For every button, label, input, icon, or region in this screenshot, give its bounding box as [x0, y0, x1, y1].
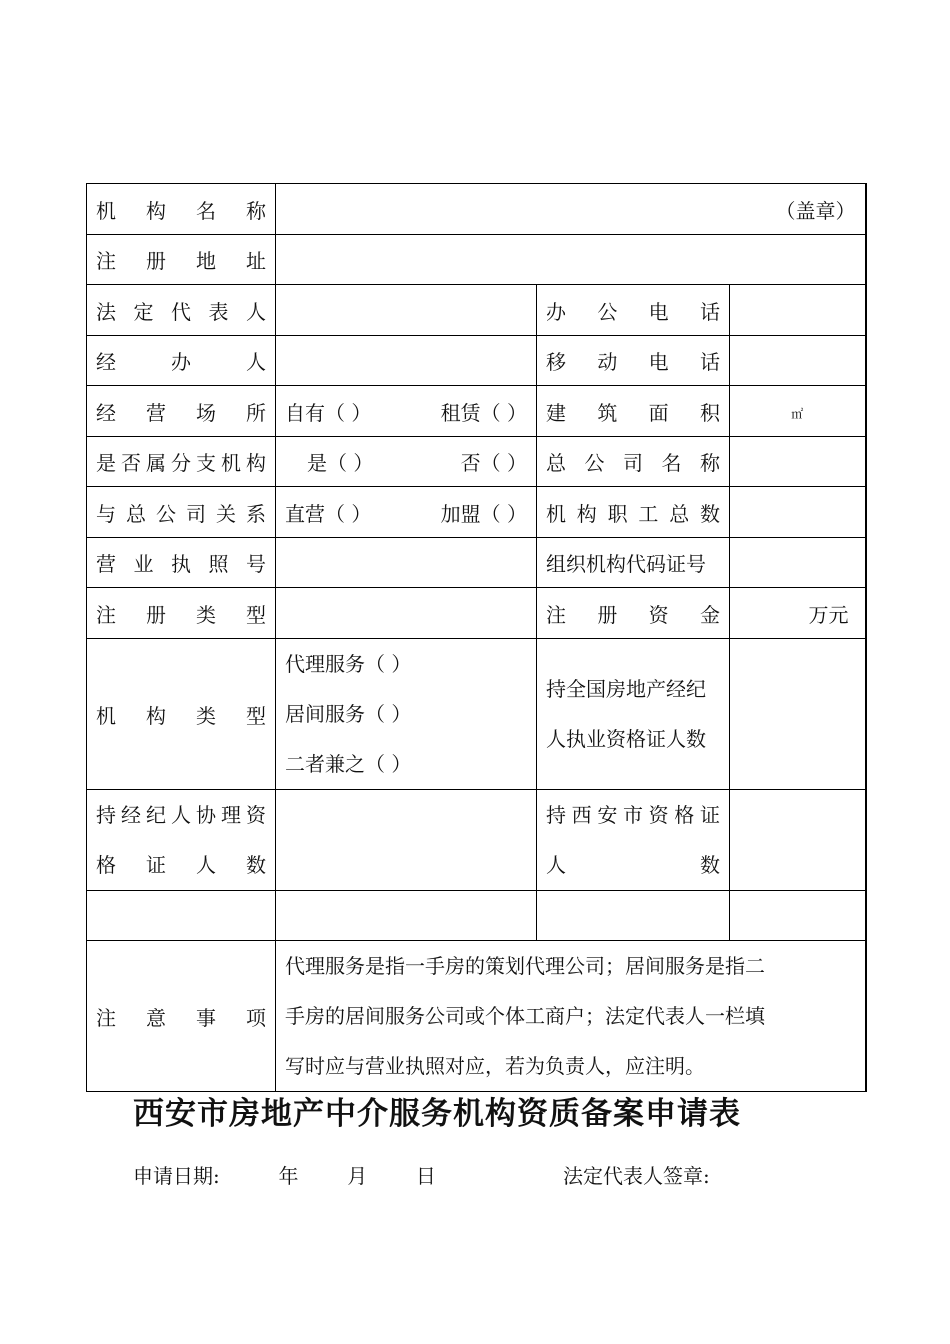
legal-rep-label: 法 定 代 表 人 [87, 285, 276, 336]
blank-cell-2[interactable] [276, 891, 537, 941]
xian-cert-field[interactable] [730, 790, 866, 891]
premises-options[interactable] [276, 386, 537, 437]
relation-direct-option[interactable]: 直营（ ） [285, 501, 372, 526]
row-blank [87, 891, 866, 941]
national-cert-field[interactable] [730, 639, 866, 790]
branch-options[interactable] [276, 437, 537, 487]
notes-label: 注 意 事 项 [87, 941, 276, 1092]
row-reg-type [87, 588, 866, 639]
org-type-label: 机 构 类 型 [87, 639, 276, 790]
relation-franchise-option[interactable]: 加盟（ ） [440, 501, 527, 526]
premises-rent-option[interactable]: 租赁（ ） [440, 400, 527, 425]
row-org-name [87, 184, 866, 235]
org-type-options[interactable] [276, 639, 537, 790]
national-cert-label: 持全国房地产经纪 人执业资格证人数 [537, 639, 730, 790]
row-hq-relation [87, 487, 866, 538]
mobile-label: 移 动 电 话 [537, 336, 730, 386]
mobile-field[interactable] [730, 336, 866, 386]
notes-line-1: 代理服务是指一手房的策划代理公司；居间服务是指二 [285, 954, 765, 978]
branch-yes-option[interactable]: 是（ ） [307, 451, 374, 475]
apply-date-label: 申请日期: [133, 1164, 220, 1188]
reg-capital-label: 注 册 资 金 [537, 588, 730, 639]
row-branch [87, 437, 866, 487]
blank-cell-4[interactable] [730, 891, 866, 941]
org-code-label: 组织机构代码证号 [537, 538, 730, 588]
legal-rep-field[interactable] [276, 285, 537, 336]
row-premises [87, 386, 866, 437]
premises-own-option[interactable]: 自有（ ） [285, 400, 372, 425]
hq-name-field[interactable] [730, 437, 866, 487]
row-cert-counts [87, 790, 866, 891]
relation-options[interactable] [276, 487, 537, 538]
reg-type-label: 注 册 类 型 [87, 588, 276, 639]
application-form [86, 183, 865, 1092]
reg-capital-field[interactable] [730, 588, 866, 639]
staff-count-label: 机 构 职 工 总 数 [537, 487, 730, 538]
row-org-type [87, 639, 866, 790]
hq-relation-label: 与 总 公 司 关 系 [87, 487, 276, 538]
org-name-label: 机 构 名 称 [87, 184, 276, 235]
assistant-cert-label: 持 经 纪 人 协 理 资 格 证 人 数 [87, 790, 276, 891]
branch-no-option[interactable]: 否（ ） [460, 451, 527, 475]
signature-label: 法定代表人签章: [563, 1164, 710, 1188]
form-table [86, 183, 867, 1092]
org-type-brokerage-option[interactable]: 居间服务（ ） [285, 702, 412, 726]
page-title: 西安市房地产中介服务机构资质备案申请表 [133, 1096, 741, 1132]
row-reg-address [87, 235, 866, 285]
row-notes [87, 941, 866, 1092]
blank-cell-1[interactable] [87, 891, 276, 941]
org-type-agency-option[interactable]: 代理服务（ ） [285, 652, 412, 676]
branch-label: 是 否 属 分 支 机 构 [87, 437, 276, 487]
notes-text [276, 941, 866, 1092]
seal-note: （盖章） [775, 198, 856, 223]
license-no-label: 营 业 执 照 号 [87, 538, 276, 588]
office-phone-label: 办 公 电 话 [537, 285, 730, 336]
blank-cell-3[interactable] [537, 891, 730, 941]
premises-label: 经 营 场 所 [87, 386, 276, 437]
row-handler [87, 336, 866, 386]
notes-line-2: 手房的居间服务公司或个体工商户；法定代表人一栏填 [285, 1004, 765, 1028]
xian-cert-label: 持 西 安 市 资 格 证 人 数 [537, 790, 730, 891]
notes-line-3: 写时应与营业执照对应，若为负责人，应注明。 [285, 1054, 705, 1078]
day-label: 日 [415, 1164, 436, 1188]
row-legal-rep [87, 285, 866, 336]
apply-date [133, 1160, 436, 1189]
org-type-both-option[interactable]: 二者兼之（ ） [285, 752, 412, 776]
area-unit: ㎡ [791, 407, 804, 421]
handler-field[interactable] [276, 336, 537, 386]
reg-address-field[interactable] [276, 235, 866, 285]
reg-address-label: 注 册 地 址 [87, 235, 276, 285]
area-label: 建 筑 面 积 [537, 386, 730, 437]
hq-name-label: 总 公 司 名 称 [537, 437, 730, 487]
org-name-field[interactable] [276, 184, 866, 235]
reg-type-field[interactable] [276, 588, 537, 639]
license-no-field[interactable] [276, 538, 537, 588]
month-label: 月 [347, 1164, 368, 1188]
assistant-cert-field[interactable] [276, 790, 537, 891]
handler-label: 经 办 人 [87, 336, 276, 386]
year-label: 年 [278, 1164, 299, 1188]
area-field[interactable] [730, 386, 866, 437]
office-phone-field[interactable] [730, 285, 866, 336]
org-code-field[interactable] [730, 538, 866, 588]
row-license [87, 538, 866, 588]
capital-unit: 万元 [808, 602, 849, 627]
staff-count-field[interactable] [730, 487, 866, 538]
